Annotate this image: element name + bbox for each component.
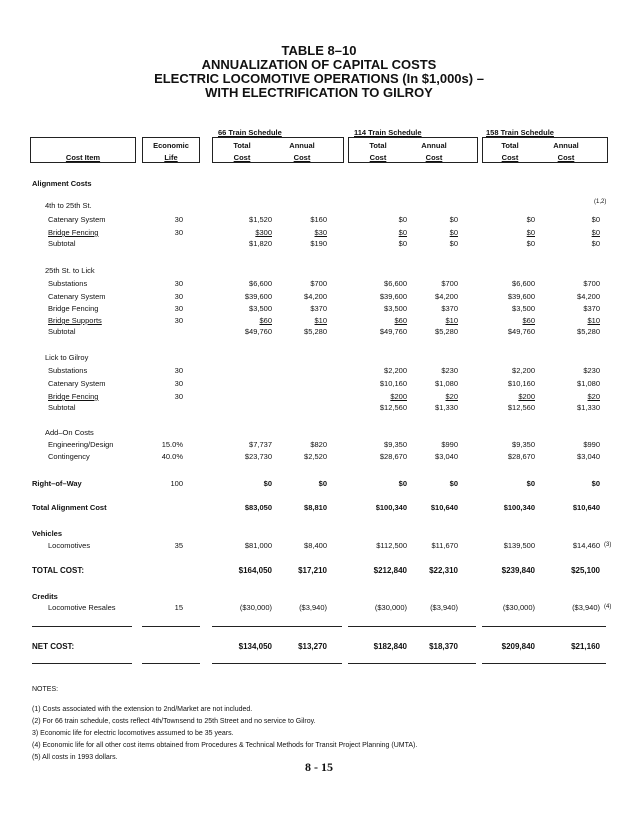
separator-line-114	[348, 626, 476, 627]
row-label: Lick to Gilroy	[45, 353, 89, 362]
table-cell: $0	[449, 215, 458, 224]
row-label: Subtotal	[48, 327, 76, 336]
table-cell: $11,670	[431, 541, 458, 550]
table-cell: $2,200	[512, 366, 535, 375]
table-cell: $370	[583, 304, 600, 313]
row-label: NET COST:	[32, 642, 75, 651]
table-cell: $6,600	[249, 279, 272, 288]
separator-line-158	[482, 626, 606, 627]
table-cell: $1,080	[435, 379, 458, 388]
row-label: Subtotal	[48, 239, 76, 248]
table-cell: $370	[310, 304, 327, 313]
table-cell: $0	[398, 215, 407, 224]
table-cell: $28,670	[379, 452, 407, 461]
row-label: Alignment Costs	[32, 179, 92, 188]
table-cell: $200	[518, 392, 535, 401]
total-header-158: Total	[501, 141, 519, 150]
table-cell: $1,820	[249, 239, 272, 248]
table-cell: $700	[441, 279, 458, 288]
table-cell: $0	[398, 239, 407, 248]
row-label: Locomotives	[48, 541, 91, 550]
table-cell: $0	[398, 479, 407, 488]
table-cell: $25,100	[571, 566, 600, 575]
annual-header-114: Annual	[421, 141, 447, 150]
table-number: TABLE 8–10	[281, 43, 357, 58]
table-cell: $39,600	[379, 292, 407, 301]
table-cell: $1,330	[577, 403, 600, 412]
table-cell: $990	[441, 440, 458, 449]
table-cell: $28,670	[507, 452, 535, 461]
note-1: (1) Costs associated with the extension to 2nd/Market are not included.	[32, 706, 253, 713]
annual-cost-header-158: Cost	[557, 153, 575, 162]
table-cell: $10,160	[379, 379, 407, 388]
table-cell: $10,640	[572, 503, 600, 512]
table-cell: $81,000	[244, 541, 272, 550]
row-label: Add–On Costs	[45, 428, 94, 437]
note-2: (2) For 66 train schedule, costs reflect 4th/Townsend to 25th Street and no service to Gilroy.	[32, 718, 316, 725]
table-cell: $10	[445, 316, 458, 325]
table-cell: $160	[310, 215, 327, 224]
table-cell: 30	[174, 292, 183, 301]
table-cell: $39,600	[507, 292, 535, 301]
table-cell: $100,340	[503, 503, 535, 512]
economic-header: Economic	[153, 141, 189, 150]
table-cell: $0	[449, 228, 458, 237]
table-cell: $182,840	[373, 642, 407, 651]
bottom-line-66	[212, 663, 342, 664]
cost-header-158: Cost	[501, 153, 519, 162]
table-cell: $1,080	[577, 379, 600, 388]
table-cell: $5,280	[435, 327, 458, 336]
schedule-header-114: 114 Train Schedule	[354, 128, 422, 137]
table-cell: $0	[526, 479, 535, 488]
row-label: 4th to 25th St.	[45, 201, 92, 210]
table-cell: $21,160	[571, 642, 600, 651]
note-5: (5) All costs in 1993 dollars.	[32, 754, 118, 761]
total-header-114: Total	[369, 141, 387, 150]
table-cell: $164,050	[238, 566, 272, 575]
table-cell: $0	[318, 479, 327, 488]
row-label: Subtotal	[48, 403, 76, 412]
note-4: (4) Economic life for all other cost items obtained from Procedures & Technical Methods for Transit Project Planning (UMTA).	[32, 742, 418, 749]
table-cell: ($30,000)	[374, 603, 407, 612]
table-cell: 30	[174, 215, 183, 224]
table-cell: $49,760	[507, 327, 535, 336]
table-cell: $230	[441, 366, 458, 375]
table-cell: $3,500	[384, 304, 407, 313]
table-cell: 30	[174, 228, 183, 237]
table-cell: $134,050	[238, 642, 272, 651]
table-cell: $60	[259, 316, 272, 325]
table-cell: $0	[526, 239, 535, 248]
table-cell: $239,840	[501, 566, 535, 575]
row-label: Substations	[48, 366, 88, 375]
row-label: Catenary System	[48, 215, 106, 224]
table-cell: $0	[398, 228, 407, 237]
table-cell: $9,350	[384, 440, 407, 449]
table-cell: $3,040	[577, 452, 600, 461]
table-cell: $0	[526, 215, 535, 224]
table-cell: $6,600	[512, 279, 535, 288]
table-cell: 15	[174, 603, 183, 612]
annual-cost-header-66: Cost	[293, 153, 311, 162]
table-cell: $8,400	[304, 541, 327, 550]
footnote-marker: (1,2)	[594, 199, 607, 205]
table-cell: $10,160	[507, 379, 535, 388]
table-cell: $30	[314, 228, 327, 237]
row-label: Bridge Fencing	[48, 392, 99, 401]
table-cell: ($3,940)	[430, 603, 458, 612]
table-cell: $300	[255, 228, 272, 237]
table-cell: $1,520	[249, 215, 272, 224]
table-cell: $2,520	[304, 452, 327, 461]
table-cell: $10,640	[430, 503, 458, 512]
table-cell: $60	[394, 316, 407, 325]
bottom-line-158	[482, 663, 606, 664]
table-cell: $3,500	[512, 304, 535, 313]
table-cell: $0	[591, 239, 600, 248]
table-cell: $9,350	[512, 440, 535, 449]
row-label: Engineering/Design	[48, 440, 114, 449]
table-cell: 30	[174, 379, 183, 388]
table-cell: ($3,940)	[572, 603, 600, 612]
row-label: 25th St. to Lick	[45, 266, 95, 275]
table-cell: $209,840	[501, 642, 535, 651]
table-cell: $20	[445, 392, 458, 401]
row-label: Contingency	[48, 452, 90, 461]
table-cell: ($30,000)	[502, 603, 535, 612]
table-cell: $0	[526, 228, 535, 237]
table-cell: $12,560	[507, 403, 535, 412]
row-label: Bridge Supports	[48, 316, 102, 325]
table-cell: $13,270	[298, 642, 327, 651]
table-cell: $14,460	[572, 541, 600, 550]
cost-header-66: Cost	[233, 153, 251, 162]
table-cell: $0	[449, 239, 458, 248]
table-cell: 15.0%	[161, 440, 183, 449]
table-title-line-2: ELECTRIC LOCOMOTIVE OPERATIONS (In $1,000s) –	[154, 71, 484, 86]
table-cell: 30	[174, 316, 183, 325]
row-label: Credits	[32, 592, 58, 601]
annual-header-66: Annual	[289, 141, 315, 150]
table-cell: $3,040	[435, 452, 458, 461]
row-label: Total Alignment Cost	[32, 503, 107, 512]
cost-item-header: Cost Item	[65, 153, 101, 162]
separator-line-life	[142, 626, 200, 627]
table-cell: 40.0%	[161, 452, 183, 461]
table-cell: $5,280	[304, 327, 327, 336]
table-cell: $0	[591, 228, 600, 237]
table-cell: $60	[522, 316, 535, 325]
bottom-line-life	[142, 663, 200, 664]
table-cell: $0	[591, 215, 600, 224]
life-header: Life	[164, 153, 178, 162]
note-3: 3) Economic life for electric locomotives assumed to be 35 years.	[32, 730, 234, 737]
table-cell: 30	[174, 304, 183, 313]
table-cell: $49,760	[244, 327, 272, 336]
notes-heading: NOTES:	[32, 686, 59, 693]
table-cell: $17,210	[298, 566, 327, 575]
table-cell: $230	[583, 366, 600, 375]
table-cell: $18,370	[429, 642, 458, 651]
row-label: Substations	[48, 279, 88, 288]
footnote-marker: (3)	[604, 542, 612, 548]
row-label: Vehicles	[32, 529, 63, 538]
table-cell: $5,280	[577, 327, 600, 336]
separator-line-66	[212, 626, 342, 627]
row-label: Catenary System	[48, 292, 106, 301]
table-cell: $100,340	[375, 503, 407, 512]
table-cell: 100	[170, 479, 183, 488]
table-cell: ($3,940)	[299, 603, 327, 612]
bottom-line-label	[32, 663, 132, 664]
table-cell: $1,330	[435, 403, 458, 412]
table-cell: $700	[310, 279, 327, 288]
annual-header-158: Annual	[553, 141, 579, 150]
table-cell: $4,200	[304, 292, 327, 301]
table-cell: $0	[591, 479, 600, 488]
table-cell: $10	[587, 316, 600, 325]
total-header-66: Total	[233, 141, 251, 150]
separator-line-label	[32, 626, 132, 627]
table-cell: $6,600	[384, 279, 407, 288]
cost-header-114: Cost	[369, 153, 387, 162]
table-cell: $200	[390, 392, 407, 401]
table-title-line-3: WITH ELECTRIFICATION TO GILROY	[205, 85, 433, 100]
table-cell: $0	[263, 479, 272, 488]
row-label: Bridge Fencing	[48, 228, 99, 237]
table-cell: $112,500	[376, 541, 407, 550]
table-cell: ($30,000)	[239, 603, 272, 612]
table-cell: $370	[441, 304, 458, 313]
table-cell: $139,500	[503, 541, 535, 550]
table-cell: $7,737	[249, 440, 272, 449]
schedule-header-66: 66 Train Schedule	[218, 128, 282, 137]
table-cell: $990	[583, 440, 600, 449]
row-label: Catenary System	[48, 379, 106, 388]
schedule-header-158: 158 Train Schedule	[486, 128, 554, 137]
table-cell: $4,200	[435, 292, 458, 301]
footnote-marker: (4)	[604, 604, 612, 610]
table-cell: $4,200	[577, 292, 600, 301]
table-cell: $12,560	[379, 403, 407, 412]
table-cell: 35	[174, 541, 183, 550]
row-label: Locomotive Resales	[48, 603, 116, 612]
row-label: Bridge Fencing	[48, 304, 99, 313]
table-cell: 30	[174, 279, 183, 288]
page-number: 8 - 15	[305, 760, 333, 774]
table-cell: $190	[310, 239, 327, 248]
table-cell: 30	[174, 392, 183, 401]
row-label: Right–of–Way	[32, 479, 82, 488]
table-cell: $8,810	[304, 503, 327, 512]
table-cell: $0	[449, 479, 458, 488]
table-cell: $20	[587, 392, 600, 401]
table-cell: $10	[314, 316, 327, 325]
table-cell: $820	[310, 440, 327, 449]
row-label: TOTAL COST:	[32, 566, 84, 575]
table-cell: 30	[174, 366, 183, 375]
table-cell: $39,600	[244, 292, 272, 301]
table-cell: $700	[583, 279, 600, 288]
table-cell: $3,500	[249, 304, 272, 313]
table-cell: $83,050	[244, 503, 272, 512]
table-cell: $23,730	[244, 452, 272, 461]
annual-cost-header-114: Cost	[425, 153, 443, 162]
table-cell: $2,200	[384, 366, 407, 375]
table-cell: $22,310	[429, 566, 458, 575]
table-cell: $49,760	[379, 327, 407, 336]
bottom-line-114	[348, 663, 476, 664]
table-title-line-1: ANNUALIZATION OF CAPITAL COSTS	[201, 57, 437, 72]
table-cell: $212,840	[373, 566, 407, 575]
